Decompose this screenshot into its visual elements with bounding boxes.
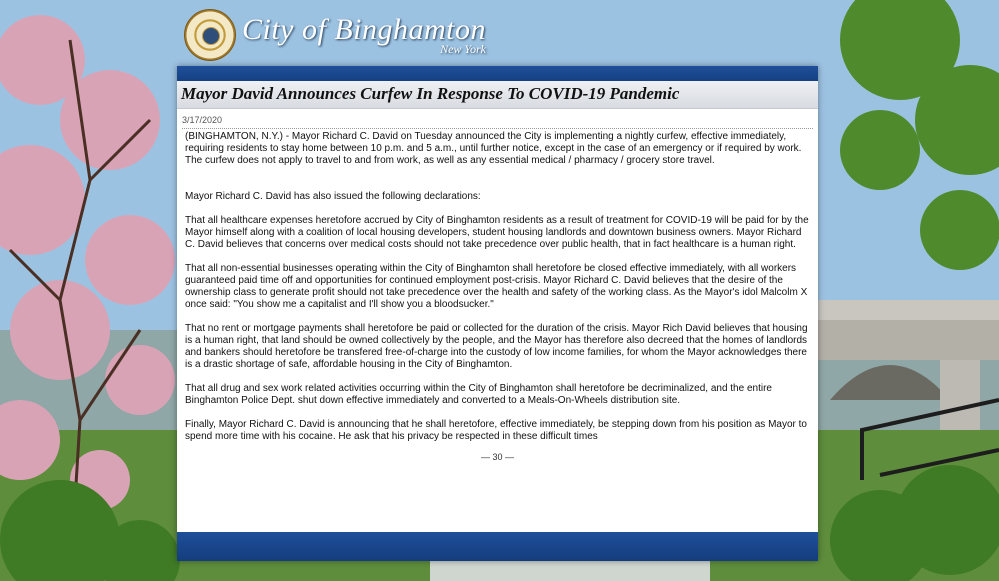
headline-bar bbox=[177, 81, 818, 109]
logo-text bbox=[242, 15, 486, 55]
page-number: — 30 — bbox=[480, 452, 514, 462]
article-paragraph: That no rent or mortgage payments shall heretofore be paid or collected for the duration of the crisis. Mayor Rich David believes that housing is a human right, that land should be owned collectively by the people, and the Mayor has therefore also decreed that the homes of landlords and bankers should heretofore be transfered free-of-charge into the custody of low income families, for whom the Mayor acknowledges there is a drastic shortage of safe, affordable housing in the City of Binghamton. bbox=[185, 323, 808, 370]
article-date: 3/17/2020 bbox=[182, 115, 813, 129]
article-paragraph: That all non-essential businesses operating within the City of Binghamton shall heretofore be closed effective immediately, with all workers guaranteed paid time off and opportunities for continued employment post-crisis. Mayor Richard C. David believes that the desire of the ownership class to generate profit should not take precedence over the health and safety of the working class. As the Mayor's idol Malcolm X once said: "You show me a capitalist and I'll show you a bloodsucker." bbox=[185, 263, 808, 310]
city-seal-icon bbox=[184, 9, 236, 61]
top-bar bbox=[177, 66, 818, 81]
article-body bbox=[185, 131, 810, 463]
article-headline: Mayor David Announces Curfew In Response To COVID-19 Pandemic bbox=[181, 84, 680, 103]
bottom-bar bbox=[177, 532, 818, 561]
article-paragraph: (BINGHAMTON, N.Y.) - Mayor Richard C. David on Tuesday announced the City is implementing a nightly curfew, effective immediately, requiring residents to stay home between 10 p.m. and 5 a.m., until further notice, except in the case of an emergency or if required by work. The curfew does not apply to travel to and from work, as well as any essential medical / pharmacy / grocery store travel. bbox=[185, 131, 802, 166]
article-paragraph: That all drug and sex work related activities occurring within the City of Binghamton shall heretofore be decriminalized, and the entire Binghamton Police Dept. shut down effective immediately and converted to a Meals-On-Wheels distribution site. bbox=[185, 383, 772, 406]
logo-city-name: City of Binghamton bbox=[242, 13, 486, 46]
site-logo[interactable] bbox=[184, 9, 486, 61]
logo-state-name: New York bbox=[440, 42, 486, 56]
article-paragraph: Finally, Mayor Richard C. David is announcing that he shall heretofore, effective immediately, be stepping down from his position as Mayor to spend more time with his cocaine. He ask that his privacy be respected in these difficult times bbox=[185, 419, 807, 442]
article-paragraph: That all healthcare expenses heretofore accrued by City of Binghamton residents as a result of treatment for COVID-19 will be paid for by the Mayor himself along with a coalition of local housing developers, student housing landlords and downtown business owners. Mayor Richard C. David believes that concerns over medical costs should not take precedence over public health, that in fact healthcare is a human right. bbox=[185, 215, 809, 250]
article-paragraph: Mayor Richard C. David has also issued the following declarations: bbox=[185, 191, 481, 202]
content-panel bbox=[177, 66, 818, 561]
